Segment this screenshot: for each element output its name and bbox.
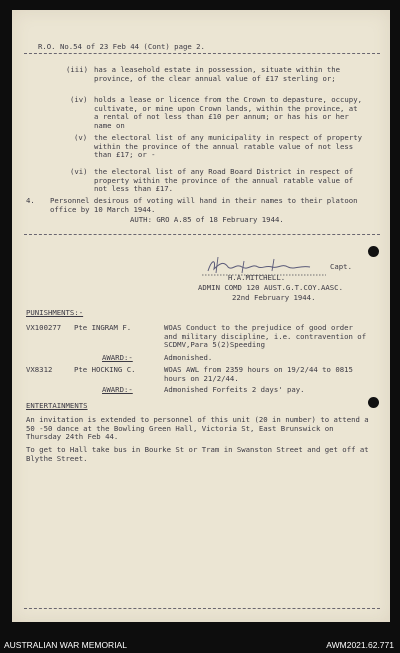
archive-footer [0,638,400,653]
entertainments-heading: ENTERTAINMENTS [26,401,88,410]
bottom-divider [24,608,380,609]
section-divider [24,234,380,235]
signatory-name: H.A.MITCHELL. [228,273,286,282]
top-divider [24,53,380,54]
entertainment-paragraph: To get to Hall take bus in Bourke St or Tram in Swanston Street and get off at Blythe Street. [26,445,369,463]
footer-reference: AWM2021.62.771 [326,640,394,650]
signatory-rank: Capt. [330,262,352,271]
paragraph-number: 4. [26,196,35,205]
footer-institution: AUSTRALIAN WAR MEMORIAL [4,640,127,650]
service-number: VX100277 [26,323,62,332]
list-item-num: (vi) [70,167,88,176]
award-label: AWARD:- [102,353,133,362]
signature-date: 22nd February 1944. [232,293,316,302]
soldier-rank-name: Pte INGRAM F. [74,323,132,332]
list-item-text: the electoral list of any municipality in respect of property within the province of the annual ratable value of not less than £17; or - [94,133,362,160]
list-item-text: holds a lease or licence from the Crown to depasture, occupy, cultivate, or mine upon Crown lands, within the province, at a rental of not less than £10 per annum; or has his or her name on [94,95,362,130]
award-text: Admonished. [164,353,213,362]
list-item-num: (iv) [70,95,88,104]
service-number: VX8312 [26,365,53,374]
page-header: R.O. No.54 of 23 Feb 44 (Cont) page 2. [38,42,205,51]
document-page [12,10,390,622]
paragraph-text: Personnel desirous of voting will hand in their names to their platoon office by 10 March 1944. [50,196,358,214]
punch-hole [368,246,379,257]
award-label: AWARD:- [102,385,133,394]
award-text: Admonished Forfeits 2 days' pay. [164,385,305,394]
list-item-num: (iii) [66,65,88,74]
offence-text: WOAS AWL from 2359 hours on 19/2/44 to 0815 hours on 21/2/44. [164,365,353,383]
offence-text: WOAS Conduct to the prejudice of good order and military discipline, i.e. contravention of SCDMV,Para 5(2)Speeding [164,323,367,350]
signatory-appointment: ADMIN COMD 120 AUST.G.T.COY.AASC. [198,283,343,292]
list-item-text: has a leasehold estate in possession, situate within the province, of the clear annual value of £17 sterling or; [94,65,341,83]
list-item-num: (v) [74,133,88,142]
punishments-heading: PUNISHMENTS:- [26,308,84,317]
list-item-text: the electoral list of any Road Board District in respect of property within the province of the annual ratable value of not less than £17. [94,167,354,194]
entertainment-paragraph: An invitation is extended to personnel of this unit (20 in number) to attend a 50 -50 dance at the Bowling Green Hall, Victoria St, East Brunswick on Thursday 24th Feb 44. [26,415,369,442]
punch-hole [368,397,379,408]
authority-line: AUTH: GRO A.85 of 18 February 1944. [130,215,284,224]
soldier-rank-name: Pte HOCKING C. [74,365,136,374]
